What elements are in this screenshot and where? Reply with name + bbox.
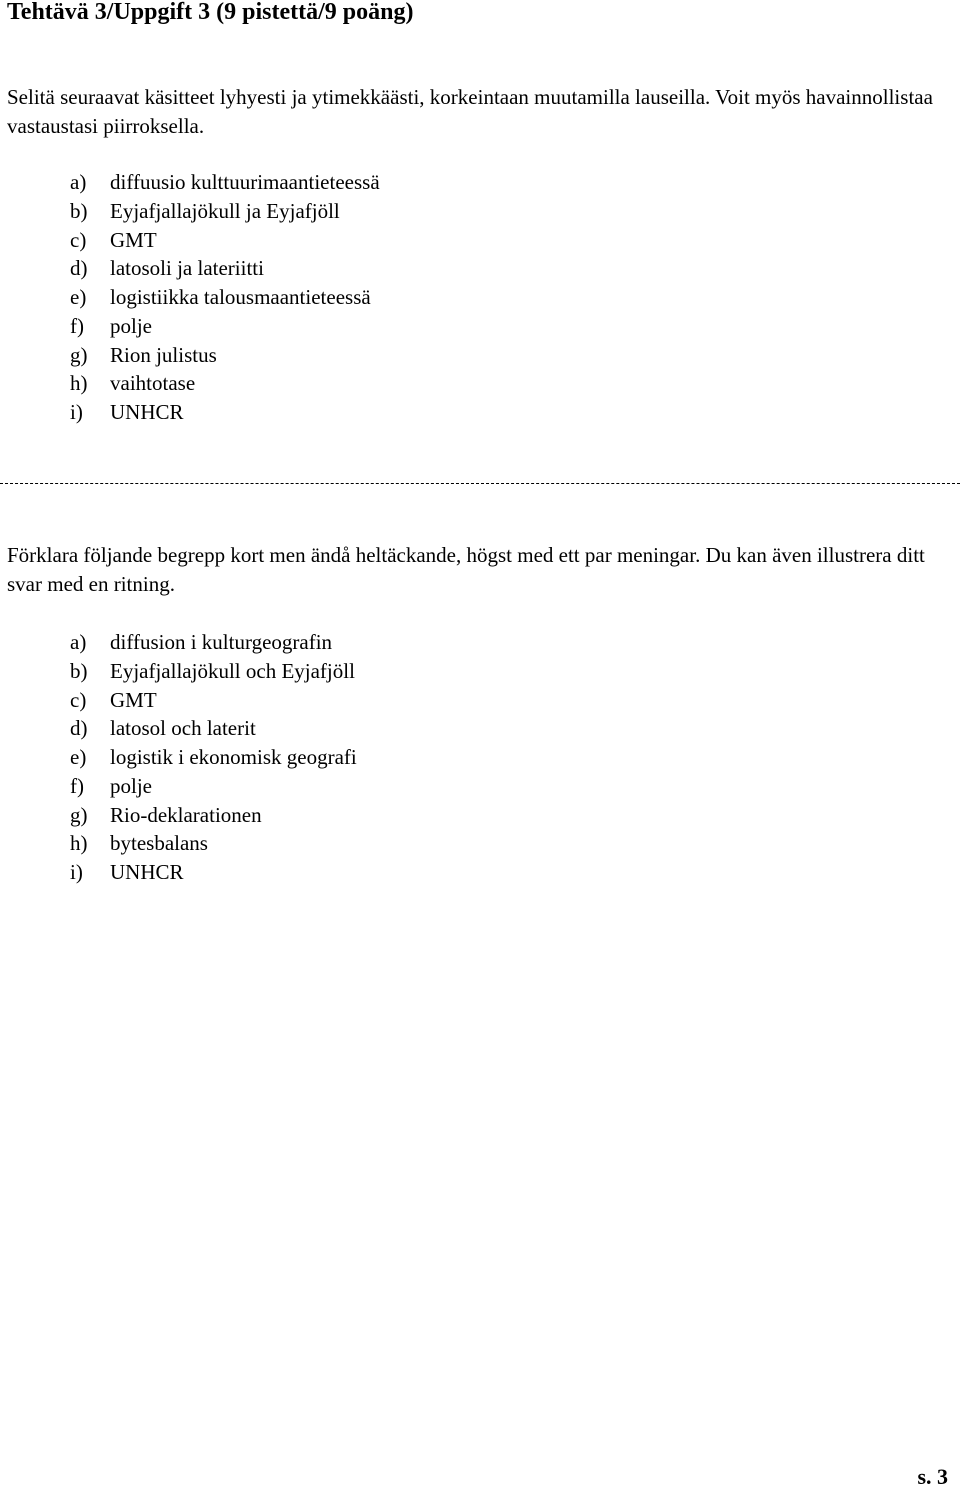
item-letter: c) xyxy=(70,227,87,252)
list-item xyxy=(70,772,357,801)
item-letter: d) xyxy=(70,256,88,281)
item-letter: b) xyxy=(70,198,88,223)
item-letter: h) xyxy=(70,831,88,856)
item-letter: e) xyxy=(70,285,87,309)
list-item xyxy=(70,686,357,715)
list-item xyxy=(70,657,357,686)
finnish-instructions: Selitä seuraavat käsitteet lyhyesti ja ytimekkäästi, korkeintaan muutamilla lauseilla. Voit myös havainnollistaa vastaustasi piirroksella. xyxy=(7,85,933,138)
item-letter: e) xyxy=(70,745,87,769)
item-text: polje xyxy=(110,313,152,338)
item-letter: g) xyxy=(70,802,88,827)
list-item xyxy=(70,858,357,887)
item-text: GMT xyxy=(110,227,157,252)
list-item xyxy=(70,312,380,341)
task-title: Tehtävä 3/Uppgift 3 (9 pistettä/9 poäng) xyxy=(7,0,414,25)
item-letter: b) xyxy=(70,658,88,683)
list-item xyxy=(70,801,357,830)
list-item xyxy=(70,197,380,226)
item-text: Rion julistus xyxy=(110,342,217,367)
item-text: UNHCR xyxy=(110,860,184,884)
list-item xyxy=(70,369,380,398)
item-text: diffusion i kulturgeografin xyxy=(110,630,333,654)
item-text: Eyjafjallajökull och Eyjafjöll xyxy=(110,658,355,683)
list-item xyxy=(70,743,357,772)
list-item xyxy=(70,168,380,197)
item-letter: f) xyxy=(70,773,84,798)
item-letter: i) xyxy=(70,860,83,884)
item-letter: a) xyxy=(70,170,87,194)
item-text: latosoli ja lateriitti xyxy=(110,256,264,281)
list-item xyxy=(70,398,380,427)
list-item xyxy=(70,714,357,743)
item-letter: c) xyxy=(70,687,87,712)
list-item xyxy=(70,628,357,657)
page-number: s. 3 xyxy=(917,1464,948,1489)
item-letter: i) xyxy=(70,400,83,424)
list-item xyxy=(70,341,380,370)
item-text: diffuusio kulttuurimaantieteessä xyxy=(110,170,380,194)
item-text: Eyjafjallajökull ja Eyjafjöll xyxy=(110,198,340,223)
finnish-concept-list xyxy=(70,168,380,427)
item-text: vaihtotase xyxy=(110,371,196,396)
item-text: logistik i ekonomisk geografi xyxy=(110,745,357,769)
list-item xyxy=(70,283,380,312)
list-item xyxy=(70,226,380,255)
swedish-instructions: Förklara följande begrepp kort men ändå heltäckande, högst med ett par meningar. Du kan även illustrera ditt svar med en ritning. xyxy=(7,543,925,596)
list-item xyxy=(70,254,380,283)
item-text: UNHCR xyxy=(110,400,184,424)
item-letter: d) xyxy=(70,716,88,741)
item-text: logistiikka talousmaantieteessä xyxy=(110,285,371,309)
swedish-concept-list xyxy=(70,628,357,887)
item-letter: f) xyxy=(70,313,84,338)
language-divider xyxy=(0,483,960,484)
item-text: latosol och laterit xyxy=(110,716,256,741)
item-text: polje xyxy=(110,773,152,798)
item-text: bytesbalans xyxy=(110,831,208,856)
item-text: Rio-deklarationen xyxy=(110,802,262,827)
list-item xyxy=(70,829,357,858)
item-letter: g) xyxy=(70,342,88,367)
item-letter: h) xyxy=(70,371,88,396)
item-letter: a) xyxy=(70,630,87,654)
item-text: GMT xyxy=(110,687,157,712)
